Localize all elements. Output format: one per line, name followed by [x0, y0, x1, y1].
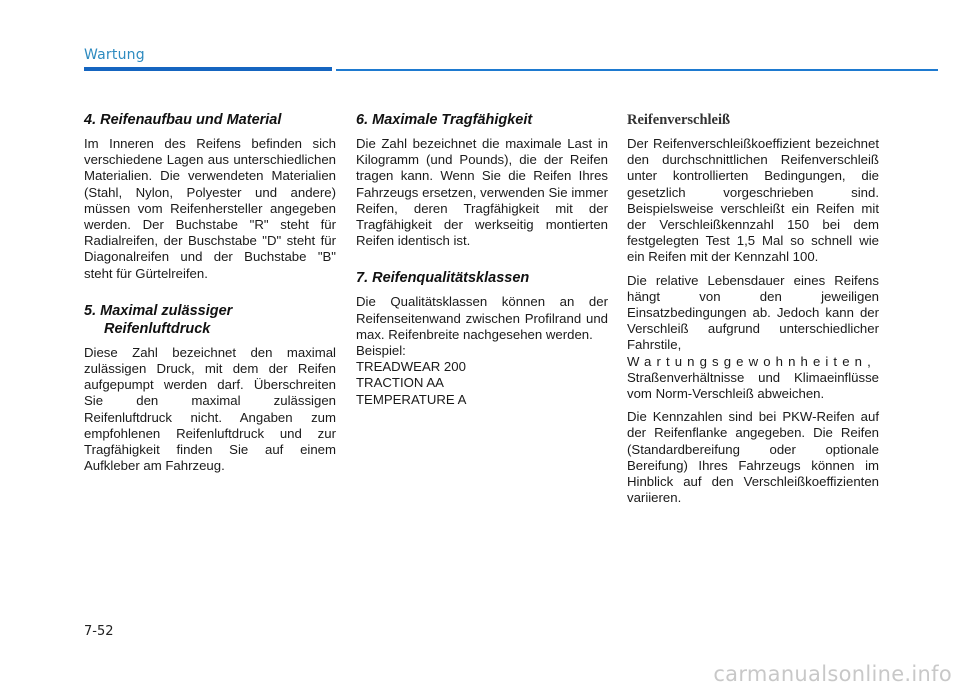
page-number: 7-52 [84, 624, 114, 639]
paragraph-relative-lifetime-a: Die relative Lebensdauer eines Reifens hängt von den jeweiligen Einsatzbedingungen ab. Jedoch kann der Verschleiß aufgrund unterschiedlicher Fahrstile, [627, 272, 879, 353]
heading-max-pressure-line1: 5. Maximal zulässiger [84, 302, 233, 319]
paragraph-max-load: Die Zahl bezeichnet die maximale Last in Kilogramm (und Pounds), die der Reifen tragen kann. Wenn Sie die Reifen Ihres Fahrzeugs ersetzen, verwenden Sie immer Reifen, deren Tragfähigkeit mit der Tragfähigkeit der werkseitig montierten Reifen identisch ist. [356, 136, 608, 249]
heading-max-pressure [84, 302, 336, 338]
header-rule-thick [84, 67, 332, 71]
example-block [356, 343, 608, 408]
paragraph-tire-construction: Im Inneren des Reifens befinden sich verschiedene Lagen aus unterschiedlichen Materialien. Die verwendeten Materialien (Stahl, Nylon, Polyester und andere) müssen vom Reifenhersteller angegeben werden. Der Buchstabe "R" steht für Radialreifen, der Buschstabe "D" steht für Diagonalreifen und der Buchstabe "B" steht für Gürtelreifen. [84, 136, 336, 281]
heading-quality-grades: 7. Reifenqualitätsklassen [356, 270, 530, 287]
example-label: Beispiel: [356, 343, 406, 359]
column-right [627, 111, 879, 506]
paragraph-sidewall-codes: Die Kennzahlen sind bei PKW-Reifen auf der Reifenflanke angegeben. Die Reifen (Standardbereifung oder optionale Bereifung) Ihres Fahrzeugs können im Hinblick auf den Verschleißkoeffizienten variieren. [627, 409, 879, 506]
paragraph-relative-lifetime-c: Straßenverhältnisse und Klimaeinflüsse vom Norm-Verschleiß abweichen. [627, 369, 879, 402]
paragraph-max-pressure: Diese Zahl bezeichnet den maximal zulässigen Druck, mit dem der Reifen aufgepumpt werden darf. Überschreiten Sie den maximal zulässigen Reifenluftdruck nicht. Angaben zum empfohlenen Reifenluftdruck und zur Tragfähigkeit finden Sie auf einem Aufkleber am Fahrzeug. [84, 344, 336, 474]
paragraph-quality-grades: Die Qualitätsklassen können an der Reifenseitenwand zwischen Profilrand und max. Reifenbreite nachgesehen werden. [356, 294, 608, 342]
heading-tire-construction: 4. Reifenaufbau und Material [84, 112, 282, 128]
example-traction: TRACTION AA [356, 375, 444, 391]
heading-max-load: 6. Maximale Tragfähigkeit [356, 112, 533, 128]
header-rule-thin [336, 69, 938, 71]
paragraph-relative-lifetime [627, 273, 879, 403]
paragraph-relative-lifetime-b: Wartungsgewohnheiten, [627, 353, 876, 369]
column-left [84, 111, 336, 474]
watermark: carmanualsonline.info [713, 662, 952, 686]
column-middle [356, 111, 608, 408]
heading-max-pressure-line2: Reifenluftdruck [104, 320, 211, 337]
section-label: Wartung [84, 47, 145, 63]
example-temperature: TEMPERATURE A [356, 391, 467, 407]
paragraph-wear-coefficient: Der Reifenverschleißkoeffizient bezeichnet den durchschnittlichen Reifenverschleiß unter kontrollierten Bedingungen, die gesetzlich vorgeschrieben sind. Beispielsweise verschleißt ein Reifen mit der Verschleißkennzahl 150 bei dem festgelegten Test 1,5 Mal so schnell wie ein Reifen mit der Kennzahl 100. [627, 136, 879, 265]
heading-tire-wear: Reifenverschleiß [627, 112, 731, 128]
example-treadwear: TREADWEAR 200 [356, 359, 466, 375]
